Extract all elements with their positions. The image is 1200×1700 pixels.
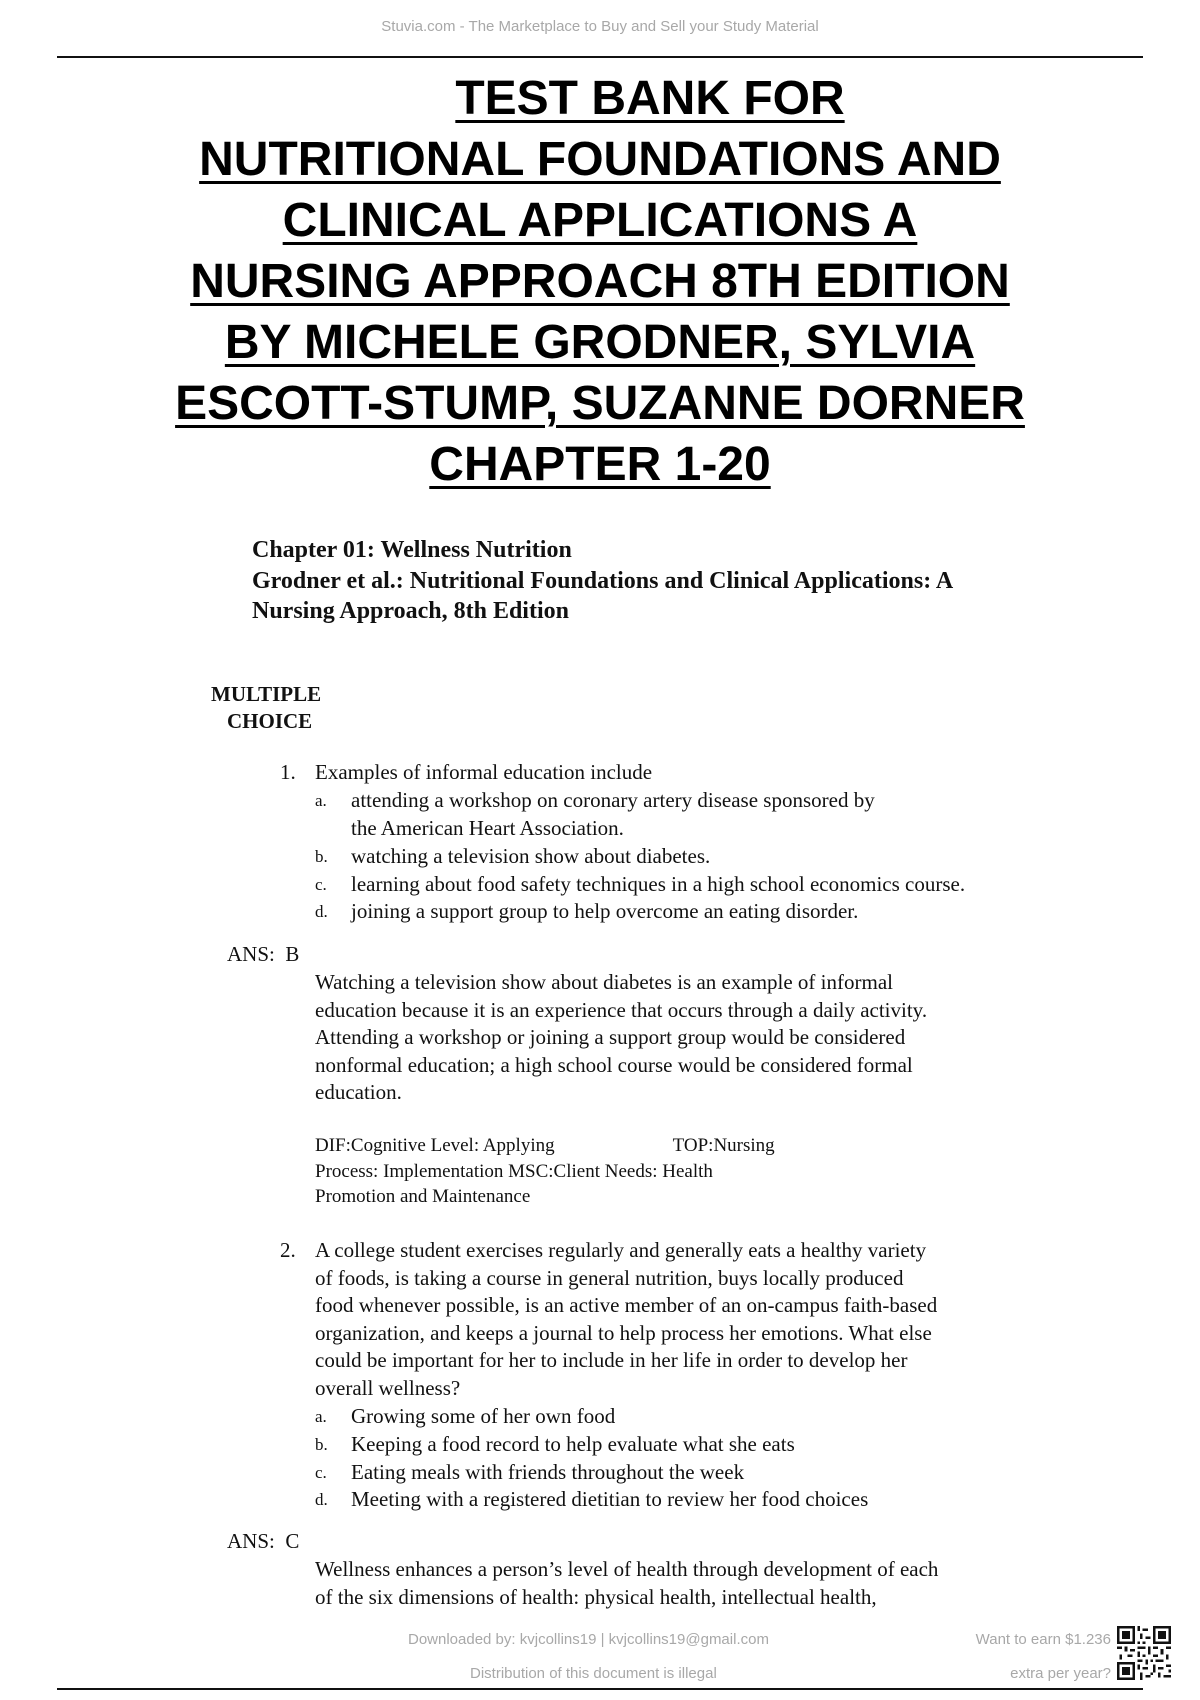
downloaded-by-watermark: Downloaded by: kvjcollins19 | kvjcollins19@gmail.com (408, 1631, 769, 1648)
title-line: NUTRITIONAL FOUNDATIONS AND (199, 133, 1001, 186)
title-line: TEST BANK FOR (455, 72, 845, 125)
option-text: Eating meals with friends throughout the week (351, 1460, 745, 1484)
difficulty: DIF:Cognitive Level: Applying (315, 1135, 555, 1156)
option-text: the American Heart Association. (351, 816, 624, 840)
option-text: joining a support group to help overcome an eating disorder. (351, 899, 859, 923)
title-line: ESCOTT-STUMP, SUZANNE DORNER (175, 377, 1025, 430)
answer-1: ANS: B (227, 942, 300, 966)
title-line: CLINICAL APPLICATIONS A (282, 194, 918, 247)
title-line: CHAPTER 1-20 (429, 438, 771, 491)
option-letter: b. (315, 847, 328, 866)
distribution-notice: Distribution of this document is illegal (470, 1665, 717, 1682)
option-text: Keeping a food record to help evaluate what she eats (351, 1432, 795, 1456)
option-letter: d. (315, 902, 328, 921)
title-line: BY MICHELE GRODNER, SYLVIA (224, 316, 976, 369)
stuvia-watermark: Stuvia.com - The Marketplace to Buy and Sell your Study Material (381, 18, 819, 35)
chapter-header (252, 535, 953, 627)
option-text: Meeting with a registered dietitian to review her food choices (351, 1487, 869, 1511)
top-divider (57, 56, 1143, 58)
question-stem: Examples of informal education include (315, 760, 653, 784)
document-title (100, 68, 1100, 495)
option-letter: a. (315, 791, 327, 810)
option-letter: b. (315, 1435, 328, 1454)
answer-value: B (285, 942, 300, 966)
question-stem: A college student exercises regularly and generally eats a healthy variety of foods, is taking a course in general nutrition, buys locally produced food whenever possible, is an active member of an on-campus faith-based organization, and keeps a journal to help process her emotions. What else could be important for her to include in her life in order to develop her overall wellness? (315, 1238, 938, 1400)
book-reference: Grodner et al.: Nutritional Foundations and Clinical Applications: A (252, 567, 954, 594)
option-letter: c. (315, 1463, 327, 1482)
book-reference-cont: Nursing Approach, 8th Edition (252, 598, 569, 624)
earn-promo-link-cont[interactable]: extra per year? (1010, 1665, 1111, 1682)
topic: TOP:Nursing (672, 1135, 775, 1156)
section-heading: MULTIPLE CHOICE (211, 682, 322, 733)
option-letter: a. (315, 1407, 327, 1426)
option-text: watching a television show about diabetes. (351, 844, 711, 868)
chapter-title: Chapter 01: Wellness Nutrition (252, 537, 572, 563)
earn-promo-link[interactable]: Want to earn $1.236 (975, 1631, 1111, 1648)
option-text: Growing some of her own food (351, 1404, 616, 1428)
option-letter: c. (315, 875, 327, 894)
question-1-metadata: DIF:Cognitive Level: Applying TOP:Nursing Process: Implementation MSC:Client Needs: Health Promotion and Maintenance (315, 1135, 775, 1207)
answer-2: ANS: C (227, 1529, 300, 1553)
title-line: NURSING APPROACH 8TH EDITION (190, 255, 1010, 308)
rationale-1: Watching a television show about diabetes is an example of informal education because it is an experience that occurs through a daily activity. Attending a workshop or joining a support group would be considered nonformal education; a high school course would be considered formal education. (315, 970, 928, 1104)
option-text: attending a workshop on coronary artery disease sponsored by (351, 788, 875, 812)
option-text: learning about food safety techniques in a high school economics course. (351, 872, 966, 896)
answer-value: C (285, 1529, 300, 1553)
rationale-2: Wellness enhances a person’s level of health through development of each of the six dimensions of health: physical health, intellectual health, (315, 1557, 939, 1609)
question-number: 2. (280, 1238, 296, 1262)
bottom-divider (57, 1688, 1143, 1690)
qr-code-icon[interactable] (1117, 1626, 1171, 1680)
question-number: 1. (280, 760, 296, 784)
option-letter: d. (315, 1490, 328, 1509)
